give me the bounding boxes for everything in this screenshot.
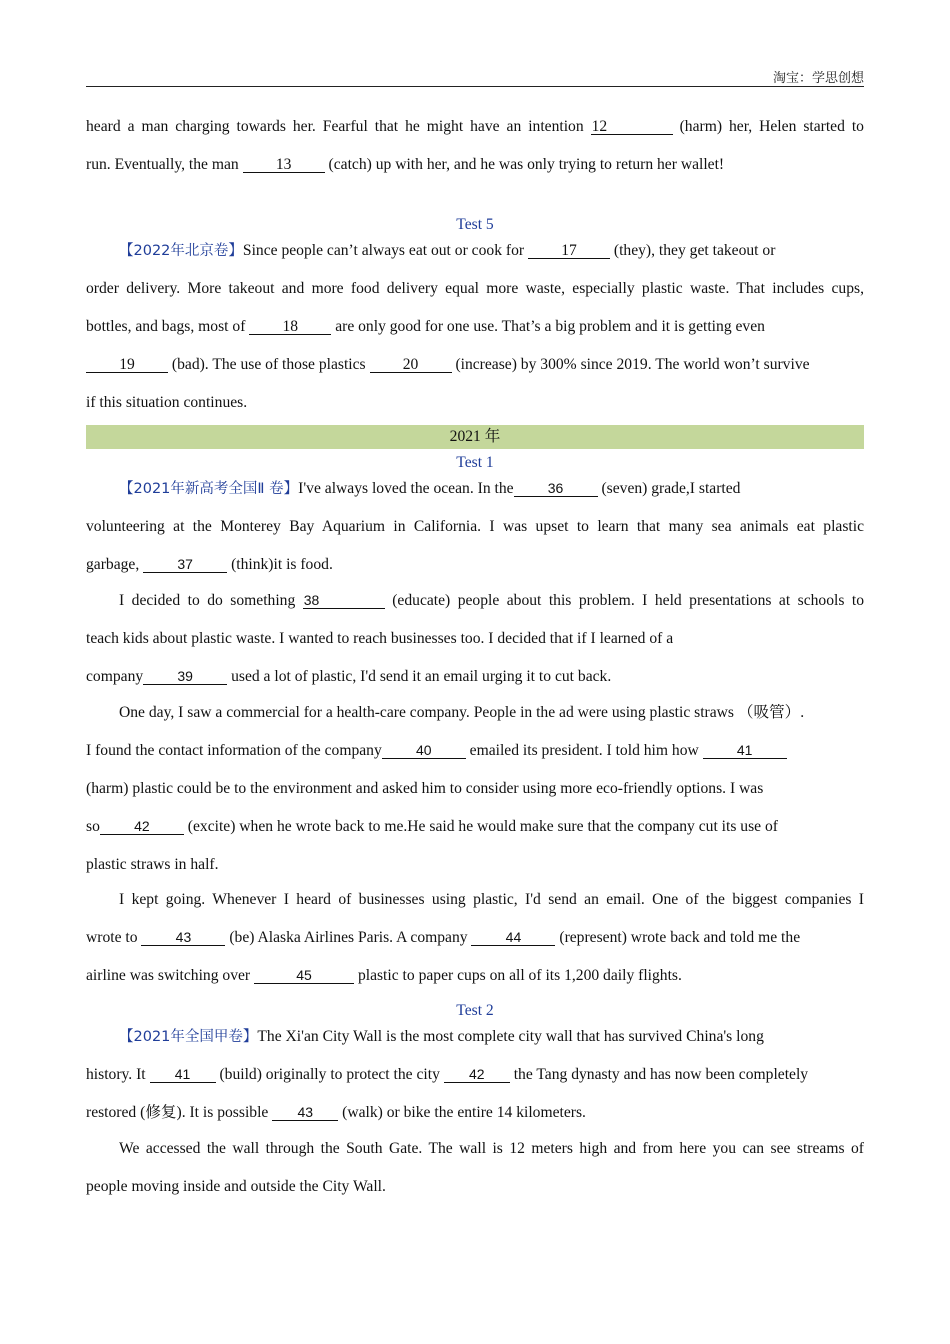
blank-20: 20 [370,357,452,373]
blank-19: 19 [86,357,168,373]
blank-44: 44 [471,930,555,946]
blank-42-test2: 42 [444,1067,510,1083]
text-line: 【2021年新高考全国Ⅱ 卷】I've always loved the ocean. In the 36 (seven) grade,I started [119,480,741,497]
text-line: wrote to 43 (be) Alaska Airlines Paris. A company 44 (represent) wrote back and told me the [86,929,801,946]
text-line: One day, I saw a commercial for a health-care company. People in the ad were using plastic straws （吸管）. [119,704,805,721]
text-line: bottles, and bags, most of 18 are only good for one use. That’s a big problem and it is getting even [86,318,765,335]
blank-18: 18 [249,319,331,335]
text-line: teach kids about plastic waste. I wanted to reach businesses too. I decided that if I learned of a [86,630,674,647]
blank-38: 38 [303,593,385,609]
text-line: company 39 used a lot of plastic, I'd send it an email urging it to cut back. [86,668,612,685]
text-line: volunteering at the Monterey Bay Aquarium in California. I was upset to learn that many sea animals eat plastic [86,518,864,535]
text-line: so 42 (excite) when he wrote back to me.He said he would make sure that the company cut its use of [86,818,778,835]
text-line: I decided to do something 38 (educate) people about this problem. I held presentations at schools to [119,592,865,609]
text-line: plastic straws in half. [86,856,219,873]
text-line: 19 (bad). The use of those plastics 20 (increase) by 300% since 2019. The world won’t survive [86,355,810,375]
test-5-heading: Test 5 [456,216,494,233]
source-tag: 【2022年北京卷】 [119,243,243,259]
blank-42: 42 [100,819,184,835]
header-shop-label: 淘宝：学思创想 [772,71,864,86]
blank-43-test2: 43 [272,1105,338,1121]
text-line: if this situation continues. [86,394,248,411]
blank-39: 39 [143,669,227,685]
text-line: We accessed the wall through the South Gate. The wall is 12 meters high and from here you can see streams of [119,1140,864,1157]
text-line: heard a man charging towards her. Fearful that he might have an intention 12 (harm) her, Helen started to [86,118,864,135]
header-divider [86,86,864,87]
text-line: run. Eventually, the man 13 (catch) up with her, and he was only trying to return her wallet! [86,156,725,173]
blank-43: 43 [141,930,225,946]
blank-41-test2: 41 [150,1067,216,1083]
text-line: restored (修复). It is possible 43 (walk) or bike the entire 14 kilometers. [86,1104,586,1121]
blank-40: 40 [382,743,466,759]
test-1-heading: Test 1 [456,454,494,471]
text-line: airline was switching over 45 plastic to paper cups on all of its 1,200 daily flights. [86,967,682,984]
text-line: I kept going. Whenever I heard of businesses using plastic, I'd send an email. One of the biggest companies I [119,891,864,908]
blank-17: 17 [528,243,610,259]
text-line: garbage, 37 (think)it is food. [86,556,333,573]
text-line: history. It 41 (build) originally to protect the city 42 the Tang dynasty and has now been completely [86,1066,809,1083]
test-2-heading: Test 2 [456,1002,494,1019]
text-line: I found the contact information of the company 40 emailed its president. I told him how 41 [86,741,787,761]
blank-45: 45 [254,968,354,984]
blank-41: 41 [703,743,787,759]
text-line: order delivery. More takeout and more food delivery equal more waste, especially plastic waste. That includes cups, [86,280,864,297]
text-line: 【2022年北京卷】Since people can’t always eat out or cook for 17 (they), they get takeout or [119,242,776,259]
blank-13: 13 [243,157,325,173]
source-tag: 【2021年全国甲卷】 [119,1029,258,1045]
blank-37: 37 [143,557,227,573]
text-line: people moving inside and outside the City Wall. [86,1178,386,1195]
year-band-2021: 2021 年 [86,425,864,449]
source-tag: 【2021年新高考全国Ⅱ 卷】 [119,481,299,497]
text-line: 【2021年全国甲卷】The Xi'an City Wall is the most complete city wall that has survived China's long [119,1028,764,1045]
blank-12: 12 [591,119,673,135]
blank-36: 36 [514,481,598,497]
text-line: (harm) plastic could be to the environment and asked him to consider using more eco-friendly options. I was [86,780,764,797]
